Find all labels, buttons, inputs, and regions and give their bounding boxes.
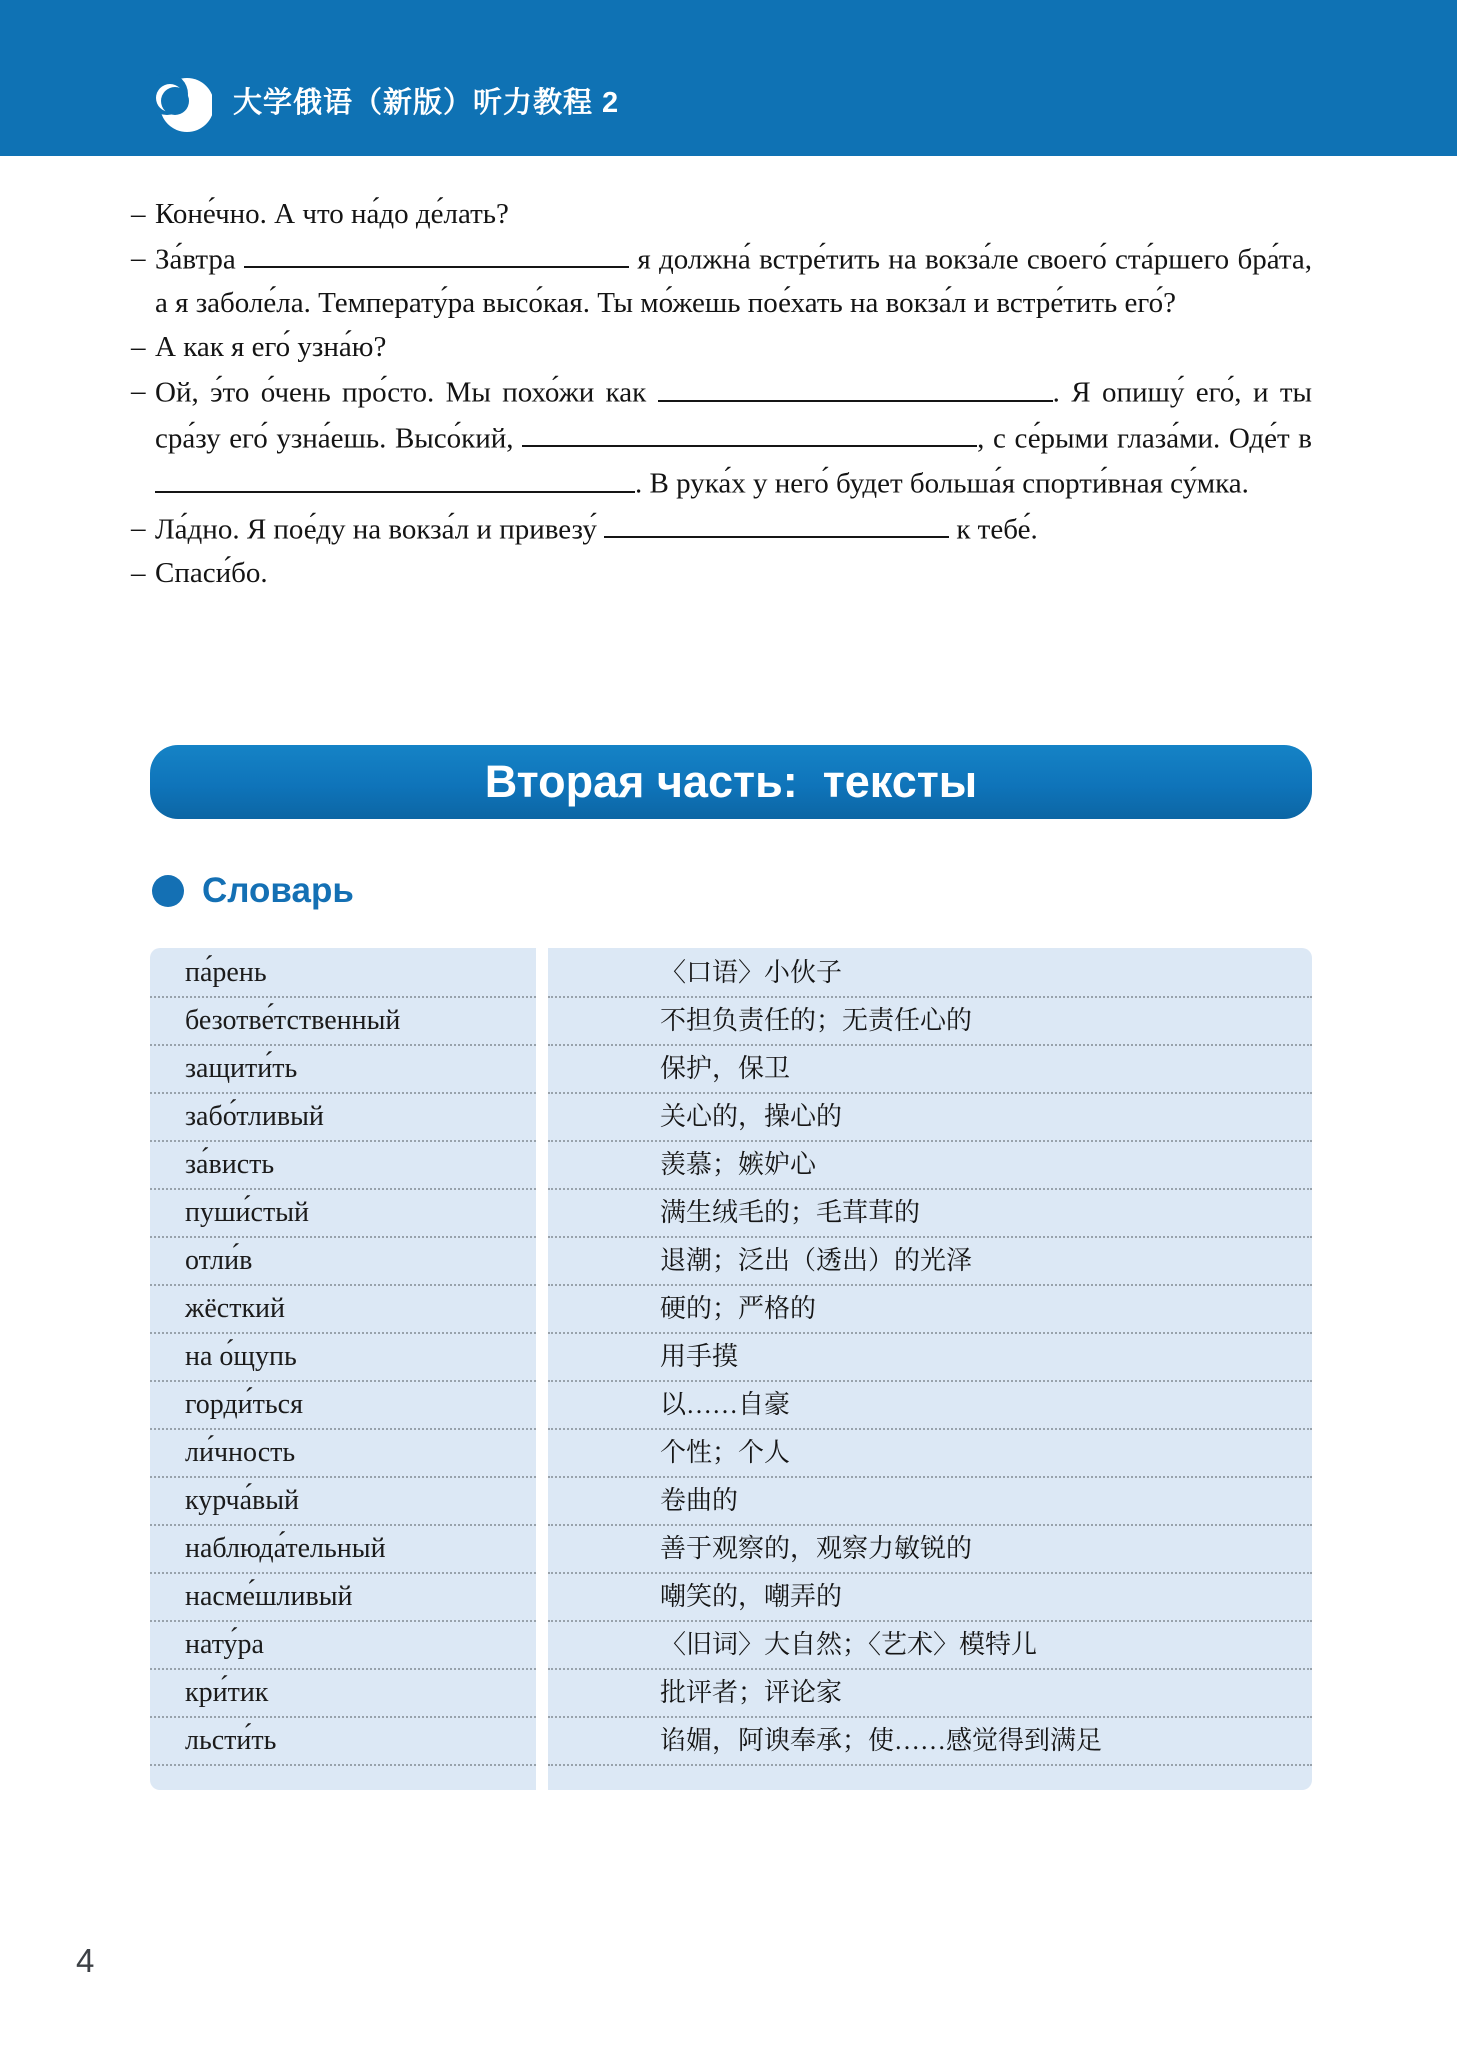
dialogue-dash: – [131, 511, 146, 544]
page-number: 4 [76, 1942, 95, 1979]
vocab-section-heading [152, 870, 354, 912]
vocab-translation-zh: 谄媚，阿谀奉承；使……感觉得到满足 [548, 1718, 1312, 1766]
vocab-translation-zh: 卷曲的 [548, 1478, 1312, 1526]
vocab-term-ru: на о́щупь [150, 1334, 536, 1382]
vocab-translation-zh: 羡慕；嫉妒心 [548, 1142, 1312, 1190]
fill-in-blank [604, 506, 949, 538]
vocab-translation-zh: 满生绒毛的；毛茸茸的 [548, 1190, 1312, 1238]
vocab-term-ru: кри́тик [150, 1670, 536, 1718]
dialogue-turn: – Ой, э́то о́чень про́сто. Мы похо́жи как . Я опишу́ его́, и ты сра́зу его́ узна́ешь. Высо́кий, , с се́рыми глаза́ми. Оде́т в . В рука́х у него́ будет больша́я спорти́вная су́мка. [155, 369, 1312, 505]
vocab-translation-zh: 硬的；严格的 [548, 1286, 1312, 1334]
vocab-translation-zh: 〈旧词〉大自然；〈艺术〉模特儿 [548, 1622, 1312, 1670]
vocab-term-ru: горди́ться [150, 1382, 536, 1430]
dialogue-exercise [131, 192, 1313, 595]
publisher-logo-icon [156, 72, 212, 136]
vocab-term-ru: забо́тливый [150, 1094, 536, 1142]
vocab-translation-zh: 批评者；评论家 [548, 1670, 1312, 1718]
vocab-translation-zh: 以……自豪 [548, 1382, 1312, 1430]
vocab-term-ru: защити́ть [150, 1046, 536, 1094]
page-header [0, 0, 1457, 156]
vocab-translation-zh: 〈口语〉小伙子 [548, 950, 1312, 998]
vocab-term-ru: ли́чность [150, 1430, 536, 1478]
vocab-term-ru: жёсткий [150, 1286, 536, 1334]
dialogue-dash: – [131, 242, 146, 274]
fill-in-blank [244, 236, 629, 268]
dialogue-dash: – [131, 375, 146, 408]
vocab-term-ru: льсти́ть [150, 1718, 536, 1766]
dialogue-dash: – [131, 198, 146, 230]
dialogue-turn: – А как я его́ узна́ю? [155, 325, 1312, 369]
book-title: 大学俄语（新版）听力教程 2 [233, 87, 620, 119]
vocab-table [150, 948, 1312, 1790]
dialogue-turn: – За́втра я должна́ встре́тить на вокза́ле своего́ ста́ршего бра́та, а я заболе́ла. Температу́ра высо́кая. Ты мо́жешь пое́хать на вокза́л и встре́тить его́? [155, 236, 1312, 325]
fill-in-blank [658, 369, 1053, 401]
vocab-translation-zh: 用手摸 [548, 1334, 1312, 1382]
vocab-translation-zh: 保护，保卫 [548, 1046, 1312, 1094]
bullet-icon [152, 875, 184, 907]
vocab-term-ru: за́висть [150, 1142, 536, 1190]
vocab-term-ru: безотве́тственный [150, 998, 536, 1046]
vocab-translation-zh: 善于观察的，观察力敏锐的 [548, 1526, 1312, 1574]
fill-in-blank [522, 415, 977, 447]
part-banner [150, 745, 1312, 819]
fill-in-blank [155, 460, 635, 492]
vocab-term-ru: па́рень [150, 950, 536, 998]
vocab-term-ru: нату́ра [150, 1622, 536, 1670]
part-banner-label: Вторая часть: тексты [484, 756, 978, 807]
dialogue-turn: – Коне́чно. А что на́до де́лать? [155, 192, 1312, 236]
vocab-heading-label: Словарь [202, 871, 354, 910]
vocab-translation-zh: 嘲笑的，嘲弄的 [548, 1574, 1312, 1622]
vocab-translation-zh: 退潮；泛出（透出）的光泽 [548, 1238, 1312, 1286]
vocab-column-ru [150, 948, 536, 1790]
vocab-translation-zh: 个性；个人 [548, 1430, 1312, 1478]
vocab-term-ru: пуши́стый [150, 1190, 536, 1238]
dialogue-turn: – Ла́дно. Я пое́ду на вокза́л и привезу́ к тебе́. [155, 506, 1312, 551]
vocab-term-ru: насме́шливый [150, 1574, 536, 1622]
dialogue-dash: – [131, 557, 146, 590]
vocab-term-ru: курча́вый [150, 1478, 536, 1526]
vocab-translation-zh: 关心的，操心的 [548, 1094, 1312, 1142]
vocab-term-ru: наблюда́тельный [150, 1526, 536, 1574]
vocab-translation-zh: 不担负责任的；无责任心的 [548, 998, 1312, 1046]
vocab-term-ru: отли́в [150, 1238, 536, 1286]
dialogue-turn: – Спаси́бо. [155, 551, 1312, 595]
dialogue-dash: – [131, 331, 146, 364]
vocab-column-zh [548, 948, 1312, 1790]
